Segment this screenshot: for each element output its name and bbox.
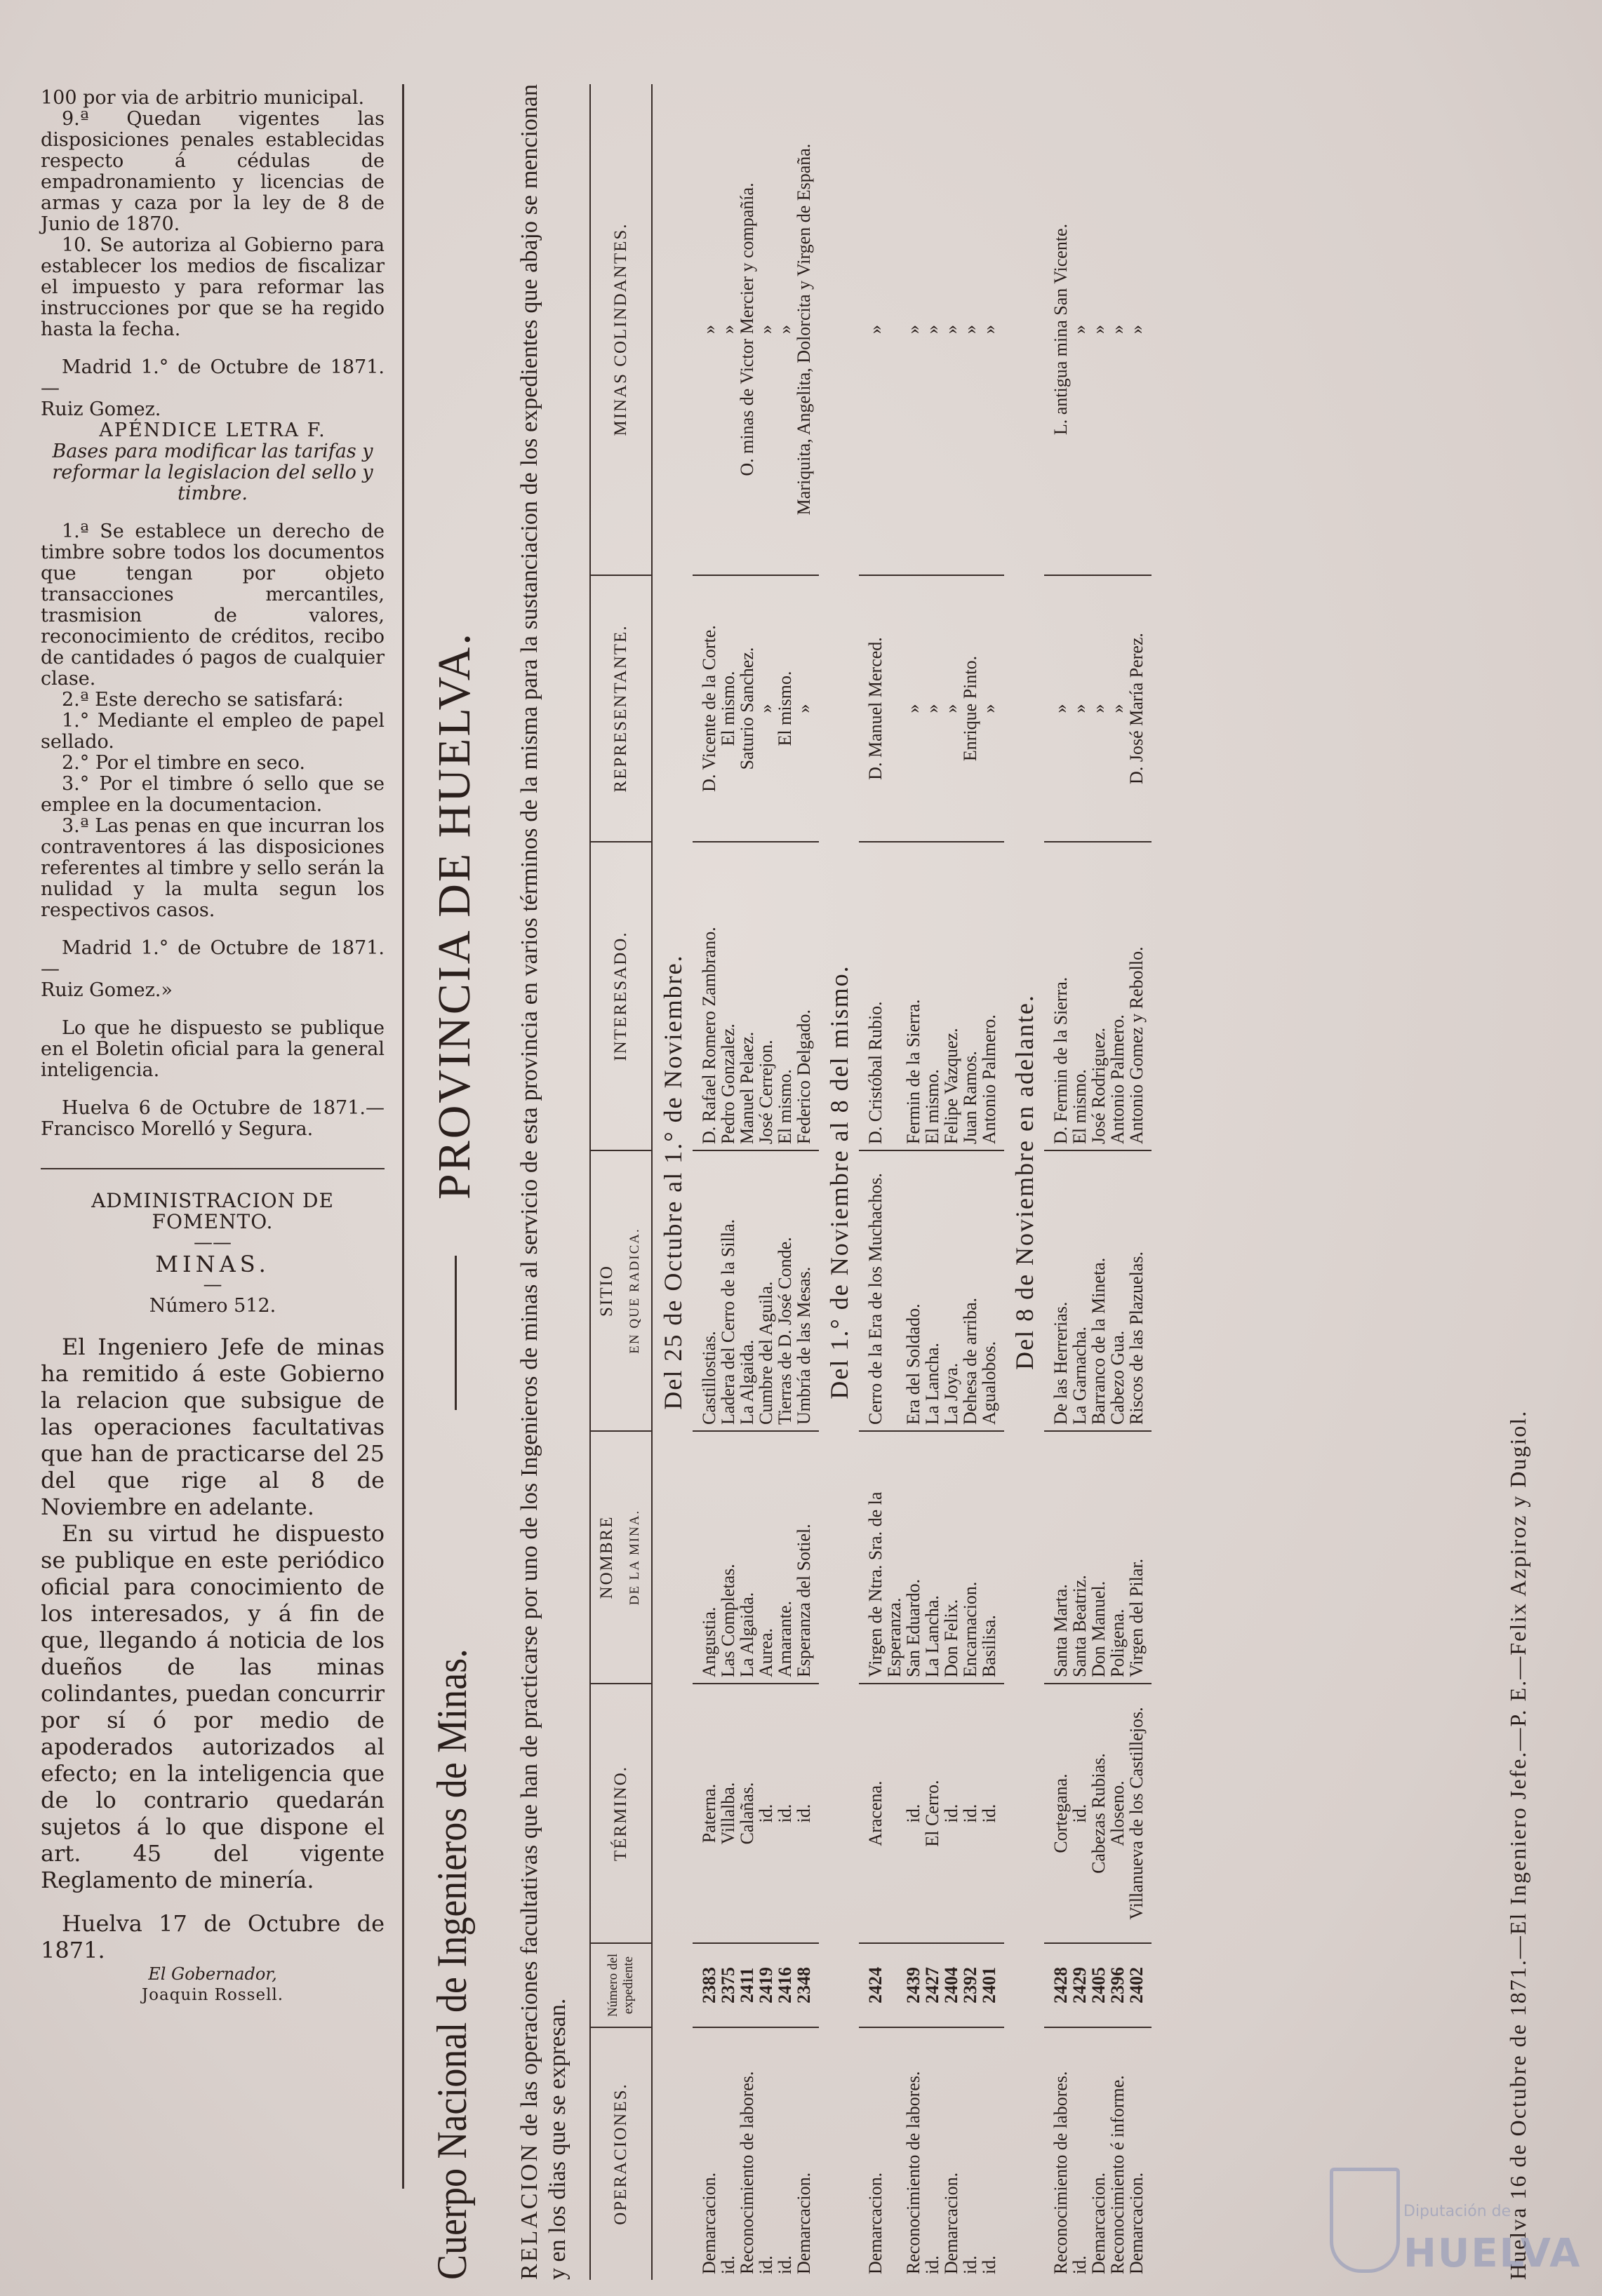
- header-sitio-main: SITIO: [597, 1265, 616, 1317]
- base-2: 2.ª Este derecho se satisfará:: [62, 689, 344, 711]
- table-row: [719, 84, 737, 2280]
- cell-numero: 2427: [923, 1943, 942, 2027]
- cell-operacion: Reconocimiento de labores.: [737, 2071, 757, 2274]
- base-2-item-2: 2.° Por el timbre en seco.: [62, 752, 305, 774]
- header-sitio-sub: EN QUE RADICA.: [627, 1228, 642, 1354]
- cell-mina: Don Manuel.: [1089, 1431, 1108, 1684]
- cell-representante: »: [794, 575, 819, 842]
- cell-termino: Aloseno.: [1108, 1684, 1127, 1943]
- admin-heading: ADMINISTRACION DE FOMENTO.: [91, 1189, 334, 1233]
- coat-of-arms-icon: [1330, 2168, 1400, 2273]
- cell-numero: 2405: [1089, 1943, 1108, 2027]
- cell-operacion: id.: [1069, 2255, 1090, 2274]
- cell-numero: 2401: [980, 1943, 1004, 2027]
- cell-operacion: Demarcacion.: [699, 2172, 719, 2274]
- cell-sitio: La Joya.: [942, 1150, 961, 1431]
- left-column: [41, 88, 385, 2006]
- cell-colindantes: »: [961, 84, 980, 575]
- cell-representante: D. Vicente de la Corte.: [693, 575, 719, 842]
- cell-colindantes: »: [980, 84, 1004, 575]
- cell-interesado: Antonio Palmero.: [980, 842, 1004, 1150]
- cell-interesado: Federico Delgado.: [794, 842, 819, 1150]
- table-row: [961, 84, 980, 2280]
- cell-operacion: Demarcacion.: [865, 2172, 886, 2274]
- period-heading: Del 8 de Noviembre en adelante.: [1010, 994, 1039, 1370]
- cell-termino: Calañas.: [737, 1684, 756, 1943]
- table-row: [756, 84, 775, 2280]
- cell-representante: Enrique Pinto.: [961, 575, 980, 842]
- cell-numero: 2383: [693, 1943, 719, 2027]
- cell-mina: Don Felix.: [942, 1431, 961, 1684]
- cell-sitio: Era del Soldado.: [904, 1150, 923, 1431]
- signature-name-2: Ruiz Gomez.»: [41, 979, 173, 1001]
- cell-colindantes: O. minas de Victor Mercier y compañía.: [737, 84, 756, 575]
- gobernador-title: El Gobernador,: [148, 1964, 277, 1984]
- cell-representante: D. José María Perez.: [1127, 575, 1152, 842]
- cell-interesado: José Cerrejon.: [756, 842, 775, 1150]
- cell-interesado: Felipe Vazquez.: [942, 842, 961, 1150]
- cell-interesado: José Rodriguez.: [1089, 842, 1108, 1150]
- header-operaciones: OPERACIONES.: [590, 2027, 652, 2280]
- cell-mina: Basilisa.: [980, 1431, 1004, 1684]
- table-row: [1044, 84, 1070, 2280]
- cell-mina: Poligena.: [1108, 1431, 1127, 1684]
- cell-sitio: La Lancha.: [923, 1150, 942, 1431]
- table-row: [794, 84, 819, 2280]
- header-interesado: INTERESADO.: [590, 842, 652, 1150]
- table-row: [942, 84, 961, 2280]
- cell-operacion: id.: [718, 2255, 738, 2274]
- cell-numero: 2416: [775, 1943, 794, 2027]
- cell-interesado: Antonio Palmero.: [1108, 842, 1127, 1150]
- table-row: [923, 84, 942, 2280]
- cell-numero: 2428: [1044, 1943, 1070, 2027]
- cell-sitio: La Garnacha.: [1070, 1150, 1089, 1431]
- base-2-item-3: 3.° Por el timbre ó sello que se emplee en la documentacion.: [41, 773, 385, 816]
- cell-colindantes: Mariquita, Angelita, Dolorcita y Virgen de España.: [794, 84, 819, 575]
- cell-interesado: El mismo.: [775, 842, 794, 1150]
- cell-representante: »: [756, 575, 775, 842]
- cell-termino: Paterna.: [693, 1684, 719, 1943]
- intro-text: de las operaciones facultativas que han de practicarse por uno de los Ingenieros de minas al servicio de esta provincia en varios términos de la misma para la sustanciacion de los expedientes que abajo se mencionan y en los dias que se expresan.: [516, 84, 570, 2280]
- cell-interesado: D. Rafael Romero Zambrano.: [693, 842, 719, 1150]
- publish-paragraph: Lo que he dispuesto se publique en el Boletin oficial para la general inteligencia.: [41, 1017, 385, 1081]
- cell-operacion: Demarcacion.: [941, 2172, 961, 2274]
- cell-numero: 2392: [961, 1943, 980, 2027]
- date-huelva-17: Huelva 17 de Octubre de 1871.: [41, 1910, 385, 1963]
- table-row: [904, 84, 923, 2280]
- cell-colindantes: »: [1089, 84, 1108, 575]
- cell-colindantes: »: [756, 84, 775, 575]
- table-body: [652, 84, 1152, 2280]
- header-numero: Número del expediente: [590, 1943, 652, 2027]
- cell-representante: El mismo.: [775, 575, 794, 842]
- cell-representante: »: [980, 575, 1004, 842]
- cell-mina: San Eduardo.: [904, 1431, 923, 1684]
- cell-operacion: Reconocimiento de labores.: [1050, 2071, 1071, 2274]
- cell-colindantes: »: [1070, 84, 1089, 575]
- cell-colindantes: »: [1108, 84, 1127, 575]
- cell-mina: Aurea.: [756, 1431, 775, 1684]
- cell-sitio: La Algaida.: [737, 1150, 756, 1431]
- cell-representante: »: [1070, 575, 1089, 842]
- signature-place-2: Madrid 1.° de Octubre de 1871.—: [41, 937, 385, 980]
- cell-sitio: Tierras de D. José Conde.: [775, 1150, 794, 1431]
- numero-512: Número 512.: [149, 1295, 276, 1317]
- cell-sitio: Cerro de la Era de los Muchachos.: [859, 1150, 904, 1431]
- cell-numero: 2404: [942, 1943, 961, 2027]
- cell-operacion: id.: [775, 2255, 795, 2274]
- cell-colindantes: »: [1127, 84, 1152, 575]
- cell-colindantes: L. antigua mina San Vicente.: [1044, 84, 1070, 575]
- cell-mina: La Lancha.: [923, 1431, 942, 1684]
- minas-heading: MINAS.: [155, 1251, 270, 1277]
- header-nombre: [590, 1431, 652, 1684]
- gobernador-name: Joaquin Rossell.: [141, 1986, 284, 2004]
- province-title: PROVINCIA DE HUELVA.: [429, 631, 480, 1200]
- article-10: 10. Se autoriza al Gobierno para establecer los medios de fiscalizar el impuesto y para reformar las instrucciones por que se ha regido hasta la fecha.: [41, 234, 385, 340]
- table-row: [1089, 84, 1108, 2280]
- header-nombre-main: NOMBRE: [597, 1515, 616, 1599]
- cell-termino: Cortegana.: [1044, 1684, 1070, 1943]
- cell-operacion: Demarcacion.: [1126, 2172, 1147, 2274]
- ingeniero-paragraph: El Ingeniero Jefe de minas ha remitido á este Gobierno la relacion que subsigue de las operaciones facultativas que han de practicarse del 25 del que rige al 8 de Noviembre en adelante.: [41, 1334, 385, 1520]
- cell-colindantes: »: [904, 84, 923, 575]
- cell-representante: D. Manuel Merced.: [859, 575, 904, 842]
- base-2-item-1: 1.° Mediante el empleo de papel sellado.: [41, 710, 385, 753]
- cell-interesado: D. Fermin de la Sierra.: [1044, 842, 1070, 1150]
- cell-interesado: Antonio Gomez y Rebollo.: [1127, 842, 1152, 1150]
- cell-termino: id.: [961, 1684, 980, 1943]
- period-heading: Del 25 de Octubre al 1.° de Noviembre.: [659, 954, 687, 1410]
- relation-footer: Huelva 16 de Octubre de 1871.—El Ingeniero Jefe.—P. E.—Felix Azpiroz y Dugiol.: [1505, 1409, 1530, 2280]
- cell-sitio: Barranco de la Mineta.: [1089, 1150, 1108, 1431]
- cell-sitio: Cumbre del Aguila.: [756, 1150, 775, 1431]
- cell-operacion: id.: [960, 2255, 980, 2274]
- period-heading: Del 1.° de Noviembre al 8 del mismo.: [825, 965, 853, 1399]
- cell-sitio: Ladera del Cerro de la Silla.: [719, 1150, 737, 1431]
- cell-termino: id.: [980, 1684, 1004, 1943]
- signature-name-1: Ruiz Gomez.: [41, 398, 161, 420]
- cell-operacion: Demarcacion.: [1088, 2172, 1109, 2274]
- cell-operacion: Reconocimiento de labores.: [903, 2071, 923, 2274]
- dash-separator: ——: [194, 1232, 232, 1254]
- cell-sitio: Castillostias.: [693, 1150, 719, 1431]
- table-row: [1070, 84, 1089, 2280]
- intro-lead: RELACION: [516, 2142, 542, 2280]
- appendix-heading: APÉNDICE LETRA F.: [99, 419, 326, 441]
- library-watermark: [1298, 2161, 1582, 2280]
- cell-mina: Las Completas.: [719, 1431, 737, 1684]
- cell-sitio: Riscos de las Plazuelas.: [1127, 1150, 1152, 1431]
- cell-mina: Angustia.: [693, 1431, 719, 1684]
- title-ornament: [455, 1256, 457, 1410]
- column-divider: [402, 84, 404, 2189]
- table-row: [775, 84, 794, 2280]
- cell-sitio: Cabezo Gua.: [1108, 1150, 1127, 1431]
- appendix-title: Bases para modificar las tarifas y reformar la legislacion del sello y timbre.: [52, 441, 373, 504]
- divider-rule: [41, 1168, 385, 1169]
- cell-sitio: Dehesa de arriba.: [961, 1150, 980, 1431]
- cell-interesado: D. Cristóbal Rubio.: [859, 842, 904, 1150]
- cell-mina: Virgen del Pilar.: [1127, 1431, 1152, 1684]
- cell-representante: »: [1089, 575, 1108, 842]
- cell-numero: 2439: [904, 1943, 923, 2027]
- cell-termino: id.: [756, 1684, 775, 1943]
- cell-interesado: Fermin de la Sierra.: [904, 842, 923, 1150]
- period-row: [1004, 84, 1044, 2280]
- base-1: 1.ª Se establece un derecho de timbre sobre todos los documentos que tengan por objeto transacciones mercantiles, trasmision de valores, reconocimiento de créditos, recibo de cantidades ó pagos de cualquier clase.: [41, 521, 385, 690]
- period-row: [819, 84, 859, 2280]
- cell-operacion: Reconocimiento é informe.: [1107, 2075, 1128, 2274]
- cell-numero: 2419: [756, 1943, 775, 2027]
- cell-colindantes: »: [775, 84, 794, 575]
- base-3: 3.ª Las penas en que incurran los contraventores á las disposiciones referentes al timbre y sello serán la nulidad y la multa segun los respectivos casos.: [41, 815, 385, 921]
- cell-mina: Amarante.: [775, 1431, 794, 1684]
- cell-termino: El Cerro.: [923, 1684, 942, 1943]
- cell-representante: »: [904, 575, 923, 842]
- cell-numero: 2375: [719, 1943, 737, 2027]
- table-row: [980, 84, 1004, 2280]
- cell-termino: id.: [1070, 1684, 1089, 1943]
- cell-representante: El mismo.: [719, 575, 737, 842]
- table-row: [1127, 84, 1152, 2280]
- body-title: Cuerpo Nacional de Ingenieros de Minas.: [429, 1649, 475, 2280]
- operations-table: [589, 84, 1152, 2280]
- watermark-small-text: Diputación de: [1403, 2203, 1511, 2220]
- cell-sitio: Agualobos.: [980, 1150, 1004, 1431]
- header-colindantes: MINAS COLINDANTES.: [590, 84, 652, 575]
- cell-mina: Santa Beatriz.: [1070, 1431, 1089, 1684]
- cell-sitio: De las Herrerias.: [1044, 1150, 1070, 1431]
- cell-mina: Encarnacion.: [961, 1431, 980, 1684]
- cell-colindantes: »: [719, 84, 737, 575]
- header-termino: TÉRMINO.: [590, 1684, 652, 1943]
- cell-colindantes: »: [942, 84, 961, 575]
- cell-mina: Esperanza del Sotiel.: [794, 1431, 819, 1684]
- cell-interesado: El mismo.: [1070, 842, 1089, 1150]
- table-header-row: [590, 84, 652, 2280]
- cell-interesado: Pedro Gonzalez.: [719, 842, 737, 1150]
- cell-termino: Villalba.: [719, 1684, 737, 1943]
- cell-colindantes: »: [923, 84, 942, 575]
- period-row: [652, 84, 693, 2280]
- header-representante: REPRESENTANTE.: [590, 575, 652, 842]
- cell-numero: 2411: [737, 1943, 756, 2027]
- cell-numero: 2396: [1108, 1943, 1127, 2027]
- cell-mina: Virgen de Ntra. Sra. de la Esperanza.: [859, 1431, 904, 1684]
- cell-termino: Aracena.: [859, 1684, 904, 1943]
- table-row: [737, 84, 756, 2280]
- cell-numero: 2429: [1070, 1943, 1089, 2027]
- cell-interesado: Juan Ramos.: [961, 842, 980, 1150]
- header-sitio: [590, 1150, 652, 1431]
- cell-termino: id.: [775, 1684, 794, 1943]
- cell-mina: Santa Marta.: [1044, 1431, 1070, 1684]
- header-nombre-sub: DE LA MINA.: [627, 1509, 642, 1606]
- relation-intro: [516, 84, 572, 2280]
- cell-representante: »: [923, 575, 942, 842]
- paragraph-arbitrio: 100 por via de arbitrio municipal.: [41, 87, 365, 109]
- cell-operacion: Demarcacion.: [794, 2172, 814, 2274]
- cell-interesado: Manuel Pelaez.: [737, 842, 756, 1150]
- cell-termino: Cabezas Rubias.: [1089, 1684, 1108, 1943]
- cell-operacion: id.: [979, 2255, 999, 2274]
- watermark-text: HUELVA: [1403, 2231, 1582, 2276]
- cell-termino: id.: [942, 1684, 961, 1943]
- cell-representante: »: [942, 575, 961, 842]
- cell-termino: id.: [794, 1684, 819, 1943]
- cell-termino: Villanueva de los Castillejos.: [1127, 1684, 1152, 1943]
- cell-interesado: El mismo.: [923, 842, 942, 1150]
- cell-termino: id.: [904, 1684, 923, 1943]
- cell-numero: 2402: [1127, 1943, 1152, 2027]
- signature-huelva-6: Huelva 6 de Octubre de 1871.— Francisco Morelló y Segura.: [41, 1097, 385, 1140]
- cell-representante: »: [1044, 575, 1070, 842]
- virtud-paragraph: En su virtud he dispuesto se publique en este periódico oficial para conocimiento de los interesados, y á fin de que, llegando á noticia de los dueños de las minas colindantes, puedan concurrir por sí ó por medio de apoderados autorizados al efecto; en la inteligencia que de lo contrario quedarán sujetos á lo que dispone el art. 45 del vigente Reglamento de minería.: [41, 1520, 385, 1893]
- table-row: [1108, 84, 1127, 2280]
- cell-operacion: id.: [756, 2255, 776, 2274]
- rotated-relation-block: [414, 84, 1572, 2280]
- table-row: [859, 84, 904, 2280]
- article-9: 9.ª Quedan vigentes las disposiciones penales establecidas respecto á cédulas de empadronamiento y licencias de armas y caza por la ley de 8 de Junio de 1870.: [41, 108, 385, 235]
- cell-numero: 2424: [859, 1943, 904, 2027]
- cell-representante: »: [1108, 575, 1127, 842]
- signature-place-1: Madrid 1.° de Octubre de 1871.—: [41, 356, 385, 399]
- cell-colindantes: »: [859, 84, 904, 575]
- cell-mina: La Algaida.: [737, 1431, 756, 1684]
- cell-colindantes: »: [693, 84, 719, 575]
- cell-sitio: Umbría de las Mesas.: [794, 1150, 819, 1431]
- cell-operacion: id.: [922, 2255, 942, 2274]
- table-row: [693, 84, 719, 2280]
- short-dash: —: [203, 1274, 222, 1296]
- cell-numero: 2348: [794, 1943, 819, 2027]
- cell-representante: Saturio Sanchez.: [737, 575, 756, 842]
